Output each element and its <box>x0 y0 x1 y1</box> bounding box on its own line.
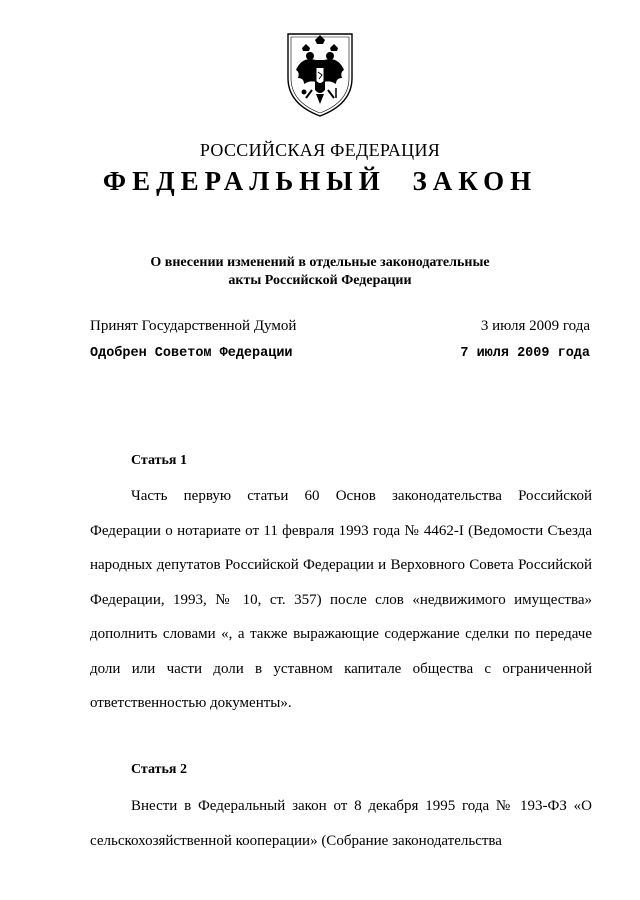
duma-adoption-label: Принят Государственной Думой <box>90 318 297 334</box>
article-2-heading: Статья 2 <box>131 762 187 777</box>
article-1-text: Часть первую статьи 60 Основ законодательства Российской Федерации о нотариате от 11 февраля 1993 года № 4462-I (Ведомости Съезда народных депутатов Российской Федерации и Верховного Совета Российской Федерации, 1993, № 10, ст. 357) после слов «недвижимого имущества» дополнить словами «, а также выражающие содержание сделки по передаче доли или части доли в уставном капитале общества с ограниченной ответственностью документы». <box>90 488 592 711</box>
country-name: РОССИЙСКАЯ ФЕДЕРАЦИЯ <box>199 140 441 160</box>
double-headed-eagle-icon <box>282 26 358 118</box>
council-approval-label: Одобрен Советом Федерации <box>90 346 293 361</box>
duma-adoption-date: 3 июля 2009 года <box>480 318 590 334</box>
duma-adoption-row <box>90 318 590 335</box>
council-approval-row <box>90 346 590 361</box>
council-approval-date: 7 июля 2009 года <box>460 346 590 361</box>
law-title: О внесении изменений в отдельные законодательные акты Российской Федерации <box>150 255 490 288</box>
document-type-heading: ФЕДЕРАЛЬНЫЙ ЗАКОН <box>102 166 538 196</box>
article-2-text: Внести в Федеральный закон от 8 декабря 1995 года № 193-ФЗ «О сельскохозяйственной кооперации» (Собрание законодательства <box>90 798 592 849</box>
article-1-heading: Статья 1 <box>131 453 187 468</box>
coat-of-arms-emblem <box>282 26 358 118</box>
